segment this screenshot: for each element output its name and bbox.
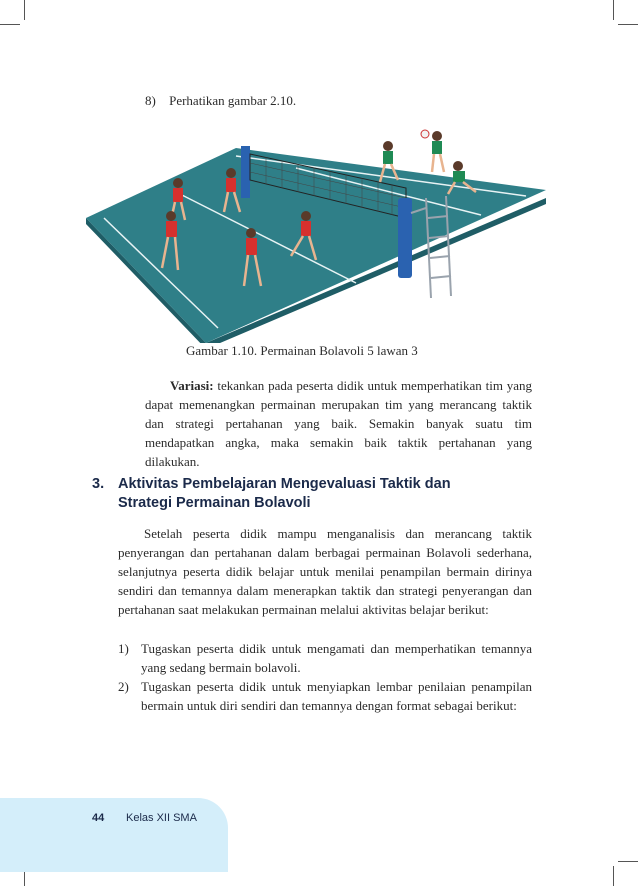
list-text: Tugaskan peserta didik untuk menyiapkan lembar penilaian penampilan bermain untuk diri sendiri dan temannya dengan format sebagai berikut: (141, 679, 532, 713)
variation-label: Variasi: (170, 378, 214, 393)
book-label: Kelas XII SMA (126, 812, 197, 824)
volleyball-court-illustration (86, 118, 546, 343)
footer-tab (0, 798, 228, 872)
crop-mark (618, 24, 638, 25)
crop-mark (24, 0, 25, 20)
crop-mark (618, 861, 638, 862)
list-item-8 (145, 93, 296, 109)
list-text: Tugaskan peserta didik untuk mengamati dan memperhatikan temannya yang sedang bermain bolavoli. (141, 641, 532, 675)
player-green (432, 131, 444, 172)
list-item (118, 677, 532, 715)
crop-mark (613, 866, 614, 886)
page-number: 44 (92, 812, 105, 824)
net-pole-left (241, 146, 250, 198)
section-title-line2: Strategi Permainan Bolavoli (118, 495, 311, 511)
section-title-line1: Aktivitas Pembelajaran Mengevaluasi Taktik dan (118, 476, 451, 492)
crop-mark (613, 0, 614, 20)
court-surface (86, 148, 546, 343)
main-paragraph: Setelah peserta didik mampu menganalisis dan merancang taktik penyerangan dan pertahanan dalam berbagai permainan Bolavoli sederhana, selanjutnya peserta didik belajar untuk menilai penampilan bermain dirinya sendiri dan temannya dalam menerapkan taktik dan strategi penyerangan dan pertahanan saat melakukan permainan melalui aktivitas belajar berikut: (118, 526, 532, 617)
volleyball-ball (421, 130, 429, 138)
crop-mark (0, 24, 20, 25)
list-number: 2) (118, 679, 129, 694)
variation-text: tekankan pada peserta didik untuk memperhatikan tim yang dapat memenangkan permainan merupakan tim yang merancang taktik dan strategi pertahanan yang baik. Semakin banyak suatu tim mendapatkan angka, maka semakin baik taktik pertahanan yang dilakukan. (145, 378, 532, 469)
list-item (118, 639, 532, 677)
list-number: 8) (145, 93, 156, 108)
list-number: 1) (118, 641, 129, 656)
section-heading (92, 475, 451, 513)
list-text: Perhatikan gambar 2.10. (169, 93, 297, 108)
variation-paragraph (145, 376, 532, 471)
section-number: 3. (92, 476, 105, 492)
figure-caption: Gambar 1.10. Permainan Bolavoli 5 lawan 3 (186, 343, 418, 358)
net-pole-right (398, 198, 412, 278)
numbered-list (118, 639, 532, 715)
